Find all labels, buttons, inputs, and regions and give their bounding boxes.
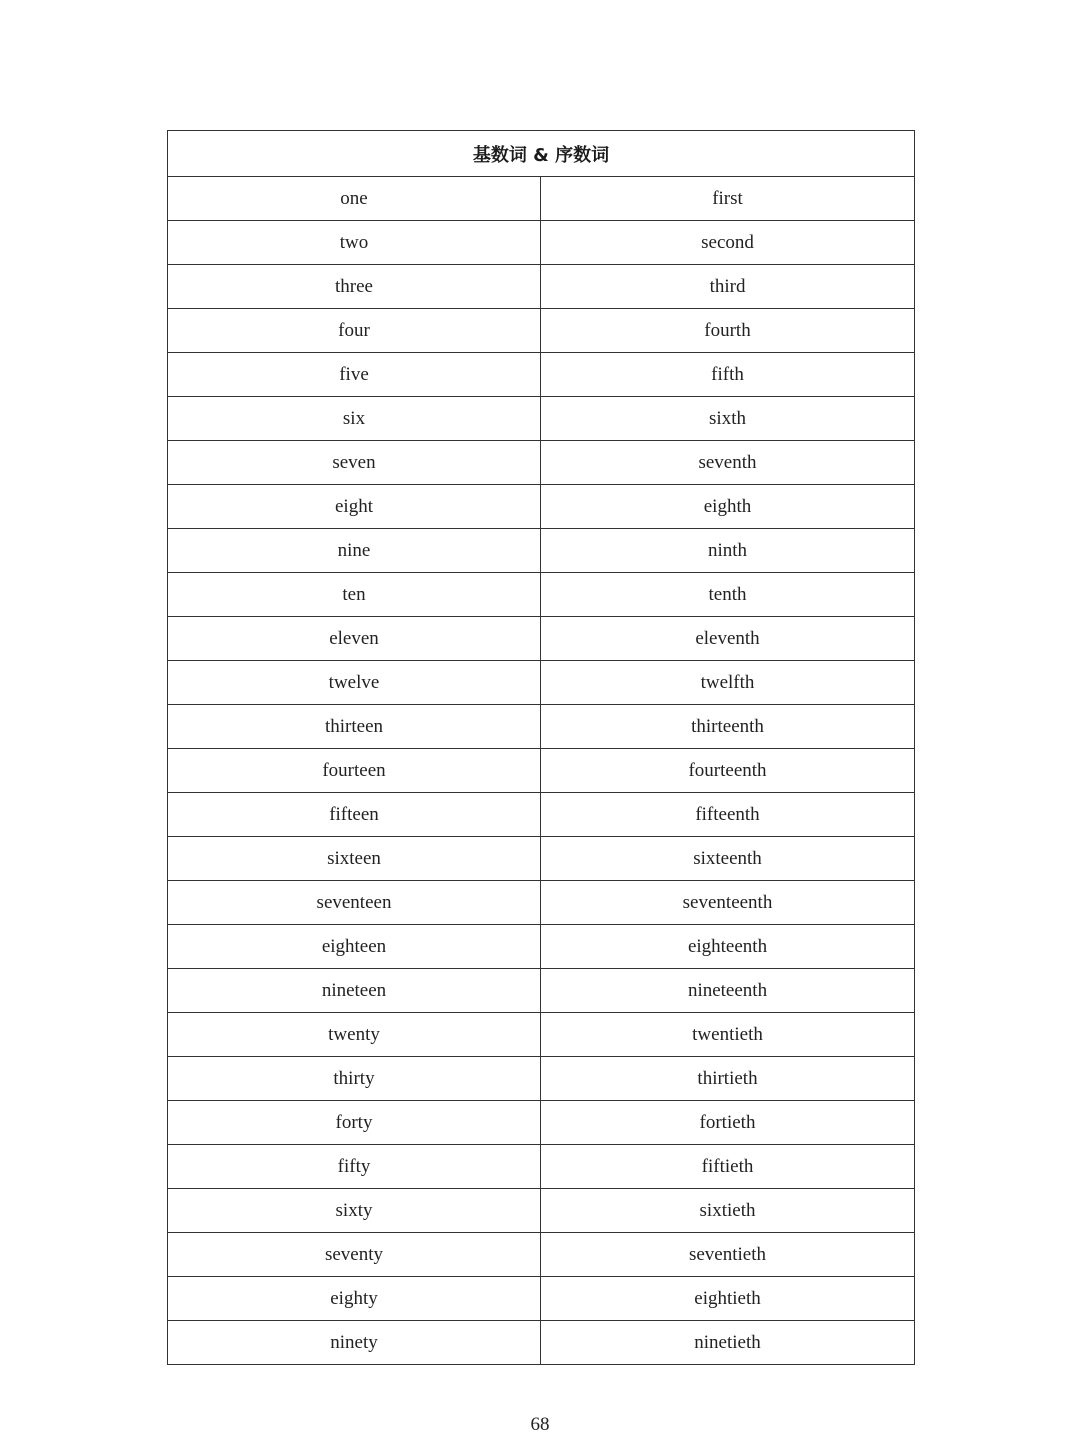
ordinal-cell: seventh	[541, 441, 915, 485]
table-row	[168, 1233, 915, 1277]
cardinal-cell: eighty	[168, 1277, 541, 1321]
cardinal-cell: eleven	[168, 617, 541, 661]
cardinal-cell: eighteen	[168, 925, 541, 969]
ordinal-cell: seventeenth	[541, 881, 915, 925]
ordinal-cell: nineteenth	[541, 969, 915, 1013]
cardinal-cell: ninety	[168, 1321, 541, 1365]
cardinal-cell: forty	[168, 1101, 541, 1145]
ordinal-cell: thirtieth	[541, 1057, 915, 1101]
cardinal-cell: five	[168, 353, 541, 397]
table-row	[168, 529, 915, 573]
cardinal-cell: fifty	[168, 1145, 541, 1189]
cardinal-cell: seventy	[168, 1233, 541, 1277]
cardinal-cell: four	[168, 309, 541, 353]
ordinal-cell: eighth	[541, 485, 915, 529]
cardinal-cell: nineteen	[168, 969, 541, 1013]
table-row	[168, 397, 915, 441]
ordinal-cell: seventieth	[541, 1233, 915, 1277]
cardinal-cell: one	[168, 177, 541, 221]
table-row	[168, 485, 915, 529]
table-row	[168, 573, 915, 617]
cardinal-cell: nine	[168, 529, 541, 573]
cardinal-cell: two	[168, 221, 541, 265]
table-row	[168, 661, 915, 705]
table-row	[168, 749, 915, 793]
ordinal-cell: fourth	[541, 309, 915, 353]
ordinal-cell: eleventh	[541, 617, 915, 661]
ordinal-cell: sixteenth	[541, 837, 915, 881]
table-row	[168, 617, 915, 661]
table-body	[168, 177, 915, 1365]
ordinal-cell: first	[541, 177, 915, 221]
ordinal-cell: ninth	[541, 529, 915, 573]
table-row	[168, 1057, 915, 1101]
ordinal-cell: fifteenth	[541, 793, 915, 837]
table-row	[168, 1145, 915, 1189]
table-row	[168, 309, 915, 353]
table-row	[168, 353, 915, 397]
table-row	[168, 1321, 915, 1365]
table-row	[168, 441, 915, 485]
table-row	[168, 969, 915, 1013]
ordinal-cell: fourteenth	[541, 749, 915, 793]
table-row	[168, 925, 915, 969]
ordinal-cell: fiftieth	[541, 1145, 915, 1189]
table-title: 基数词 & 序数词	[168, 131, 915, 177]
table-row	[168, 705, 915, 749]
ordinal-cell: twentieth	[541, 1013, 915, 1057]
cardinal-ordinal-table	[167, 130, 915, 1365]
cardinal-cell: seven	[168, 441, 541, 485]
ordinal-cell: twelfth	[541, 661, 915, 705]
cardinal-cell: thirteen	[168, 705, 541, 749]
ordinal-cell: fortieth	[541, 1101, 915, 1145]
cardinal-cell: twenty	[168, 1013, 541, 1057]
ordinal-cell: ninetieth	[541, 1321, 915, 1365]
cardinal-cell: sixteen	[168, 837, 541, 881]
cardinal-cell: thirty	[168, 1057, 541, 1101]
ordinal-cell: eightieth	[541, 1277, 915, 1321]
cardinal-cell: fifteen	[168, 793, 541, 837]
ordinal-cell: second	[541, 221, 915, 265]
table-row	[168, 1189, 915, 1233]
cardinal-cell: seventeen	[168, 881, 541, 925]
table-header-row	[168, 131, 915, 177]
cardinal-cell: ten	[168, 573, 541, 617]
table-row	[168, 221, 915, 265]
table-row	[168, 1013, 915, 1057]
ordinal-cell: sixtieth	[541, 1189, 915, 1233]
ordinal-cell: eighteenth	[541, 925, 915, 969]
table-row	[168, 1101, 915, 1145]
cardinal-cell: six	[168, 397, 541, 441]
table-row	[168, 1277, 915, 1321]
cardinal-cell: eight	[168, 485, 541, 529]
table-row	[168, 265, 915, 309]
ordinal-cell: thirteenth	[541, 705, 915, 749]
ordinal-cell: third	[541, 265, 915, 309]
cardinal-cell: twelve	[168, 661, 541, 705]
table-row	[168, 793, 915, 837]
ordinal-cell: sixth	[541, 397, 915, 441]
table-row	[168, 177, 915, 221]
table-row	[168, 837, 915, 881]
cardinal-cell: three	[168, 265, 541, 309]
cardinal-cell: fourteen	[168, 749, 541, 793]
table-row	[168, 881, 915, 925]
page-number: 68	[530, 1414, 550, 1435]
cardinal-cell: sixty	[168, 1189, 541, 1233]
ordinal-cell: tenth	[541, 573, 915, 617]
ordinal-cell: fifth	[541, 353, 915, 397]
